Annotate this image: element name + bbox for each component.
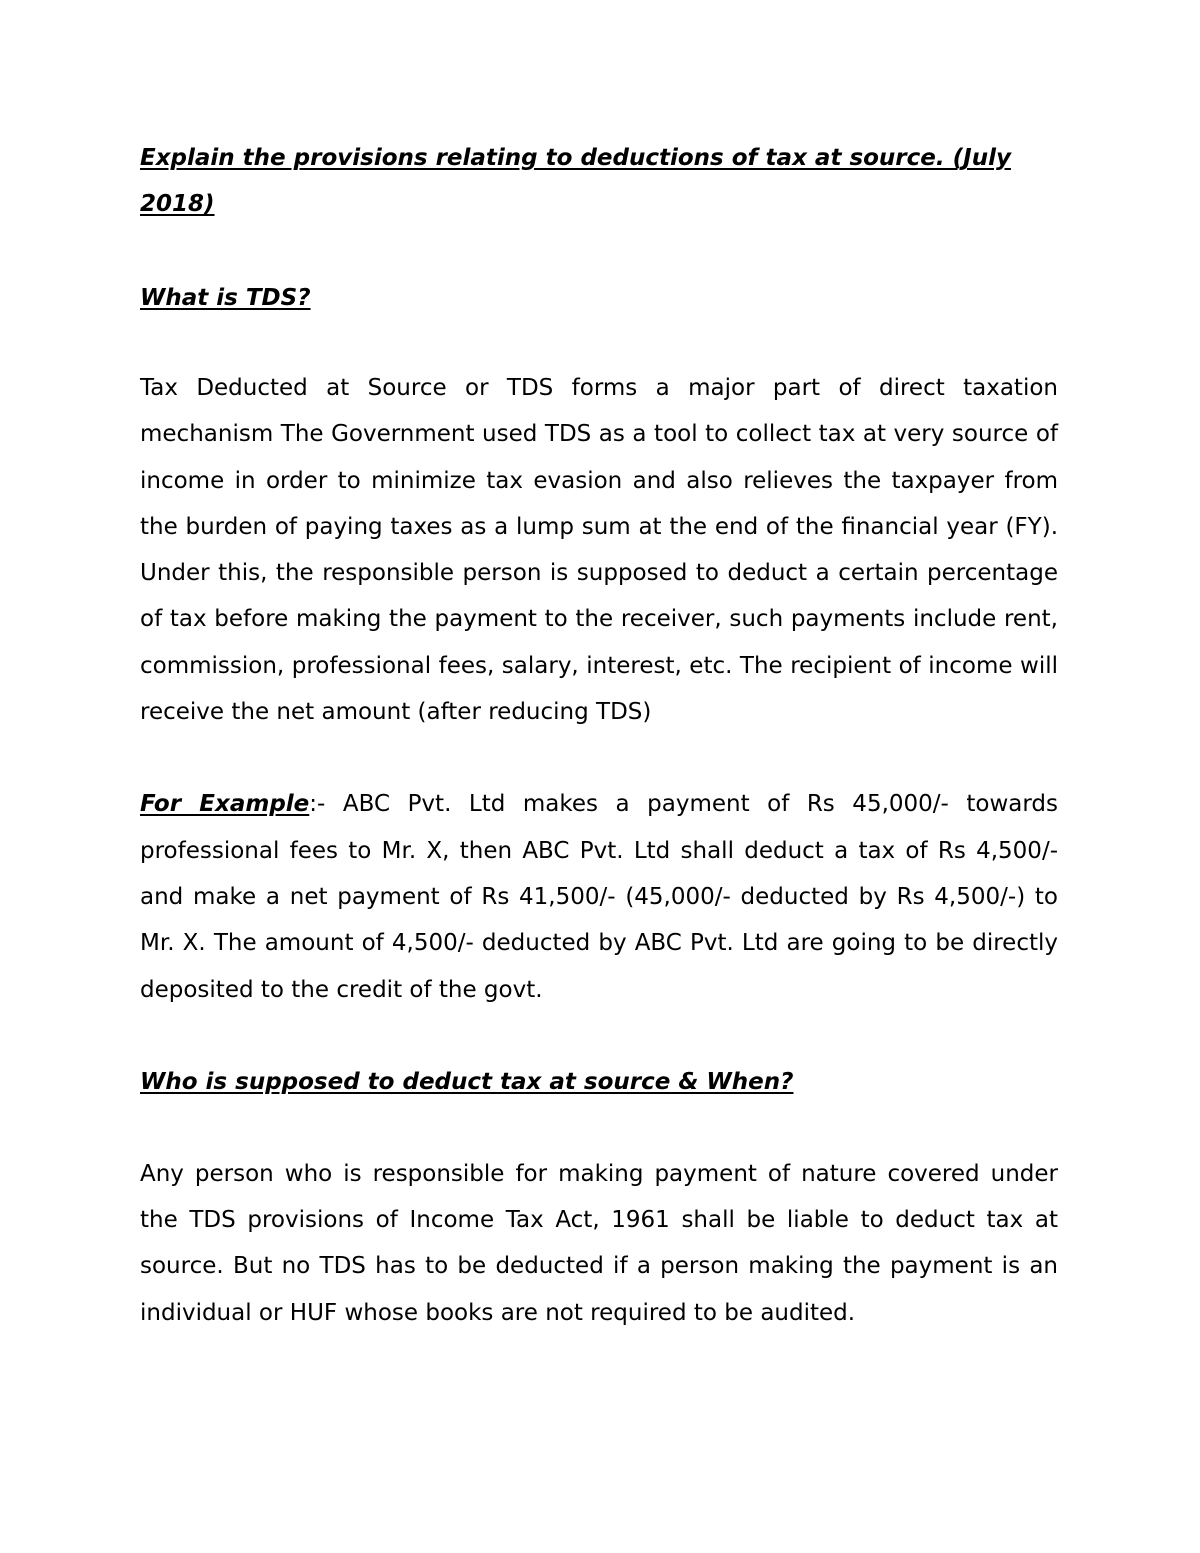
paragraph-who-deducts: Any person who is responsible for making payment of nature covered under the TDS provisions of Income Tax Act, 1961 shall be liable to deduct tax at source. But no TDS has to be deducted if a person making the payment is an individual or HUF whose books are not required to be audited. [140, 1160, 1058, 1326]
example-body: ABC Pvt. Ltd makes a payment of Rs 45,000/- towards professional fees to Mr. X, then ABC Pvt. Ltd shall deduct a tax of Rs 4,500/- and make a net payment of Rs 41,500/- (45,000/- deducted by Rs 4,500/-) to Mr. X. The amount of 4,500/- deducted by ABC Pvt. Ltd are going to be directly deposited to the credit of the govt. [140, 791, 1058, 1003]
example-separator: :- [309, 791, 326, 818]
paragraph-example [140, 781, 1058, 1012]
document-page [140, 135, 1058, 1336]
document-title: Explain the provisions relating to deductions of tax at source. (July 2018) [140, 145, 1011, 217]
example-lead: For Example [140, 791, 310, 818]
paragraph-what-is-tds: Tax Deducted at Source or TDS forms a major part of direct taxation mechanism The Government used TDS as a tool to collect tax at very source of income in order to minimize tax evasion and also relieves the taxpayer from the burden of paying taxes as a lump sum at the end of the financial year (FY). Under this, the responsible person is supposed to deduct a certain percentage of tax before making the payment to the receiver, such payments include rent, commission, professional fees, salary, interest, etc. The recipient of income will receive the net amount (after reducing TDS) [140, 375, 1058, 726]
section-heading-what-is-tds: What is TDS? [140, 285, 311, 311]
section-heading-who-deducts: Who is supposed to deduct tax at source & When? [140, 1068, 794, 1095]
